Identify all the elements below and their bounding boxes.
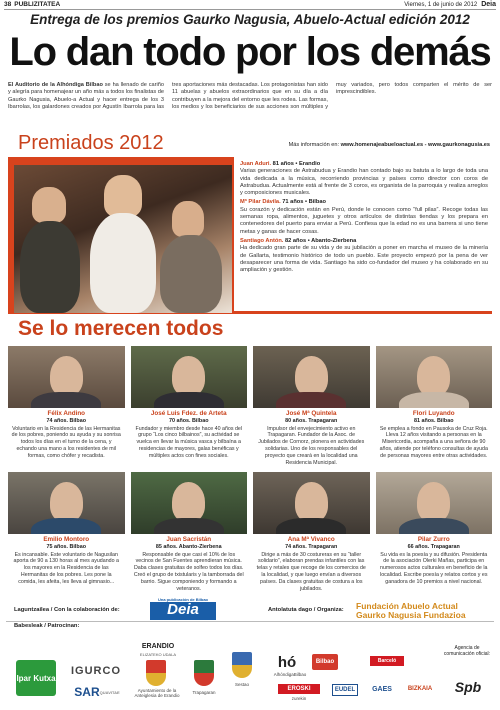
winner-meta: 81 años • Erandio bbox=[272, 161, 321, 167]
finalist-text: Dirige a más de 30 costureras en su “taller solidario”, elaboran prendas infantiles con las telas y retales que recoge de los comercios de la localidad, y que luego envían a diversos países. Da clases gratuitas de costura a los jubilados. bbox=[256, 551, 366, 592]
page-header bbox=[4, 0, 496, 10]
finalist-meta: 74 años. Bilbao bbox=[46, 417, 87, 424]
eudel-logo: EUDEL bbox=[332, 684, 358, 696]
finalist-card bbox=[8, 472, 125, 596]
finalist-text: Se emplea a fondo en Pausoka de Cruz Roja. Lleva 12 años visitando a personas en la Misericordia, acompaña a una señora de 90 años, atiende por teléfono consultas de ayuda de personas mayores entre otras actividades. bbox=[379, 425, 488, 459]
winners-photo bbox=[14, 165, 232, 313]
footer-divider bbox=[6, 621, 494, 622]
sestao-caption: Sestao bbox=[234, 682, 249, 687]
finalist-card bbox=[253, 346, 370, 470]
alhondiga-caption: AlhóndigaBilbao bbox=[273, 672, 307, 677]
winner-meta: 71 años • Bilbao bbox=[282, 199, 326, 206]
erandio-subtitle: ELIZATEKO UDALA bbox=[139, 651, 177, 657]
finalist-meta: 74 años. Trapagaran bbox=[285, 543, 338, 550]
bilbao-logo: Bilbao bbox=[312, 654, 338, 670]
sar-logo bbox=[68, 684, 126, 700]
finalist-meta: 81 años. Bilbao bbox=[413, 417, 454, 424]
deia-logo bbox=[150, 597, 216, 620]
winner-text: Ha dedicado gran parte de su vida y de su jubilación a poner en marcha el museo de la minería de Gallarta, testimonio histórico de todo un pueblo. Este proyecto empezó por la pena de ver desaparecer una forma de vida. Santiago ha sido co-fundador del museo y ha colaborado en su ampliación y gestión. bbox=[240, 245, 488, 274]
fundacion-line-1: Fundación Abuelo Actual bbox=[356, 601, 458, 611]
finalist-meta: 80 años. Trapagaran bbox=[285, 417, 338, 424]
sar-logo-sub: QUAVITAE bbox=[99, 689, 120, 695]
winner-name: Mª Pilar Dávila. bbox=[240, 199, 281, 206]
finalist-meta: 66 años. Trapagaran bbox=[407, 543, 460, 550]
finalists-row-1 bbox=[8, 346, 492, 470]
finalist-card bbox=[376, 346, 493, 470]
winner-text: Su corazón y dedicación están en Perú, donde le conocen como “full pilas”. Recoge todas las semanas ropa, alimentos, juguetes y otros artículos de distintas tiendas y los prepara en contenedores del puerto para enviar a Perú. Confiesa que la edad no es una barrera si uno tiene metas y ganas de hacer cosas. bbox=[240, 206, 488, 235]
finalist-name: Flori Luyando bbox=[412, 410, 455, 417]
more-info-links: www.homenajeabueloactual.es - www.gaurkonagusia.es bbox=[340, 142, 490, 148]
finalist-name: Ana Mª Vivanco bbox=[287, 536, 335, 543]
finalist-name: Emilio Montoro bbox=[43, 536, 90, 543]
winner-bio bbox=[240, 161, 488, 197]
winner-1-head bbox=[32, 187, 66, 223]
page-number: 38 bbox=[4, 1, 12, 8]
eroski-caption: zurekin bbox=[291, 696, 307, 701]
finalist-card bbox=[131, 346, 248, 470]
erandio-logo: ERANDIO bbox=[141, 642, 175, 650]
issue-date: Viernes, 1 de junio de 2012 bbox=[404, 1, 478, 8]
finalist-meta: 85 años. Abanto-Zierbena bbox=[155, 543, 222, 550]
finalist-photo bbox=[131, 472, 248, 534]
finalist-text: Voluntario en la Residencia de las Hermanitas de los pobres, poniendo su ayuda y su sonrisa todos los días en el turno de la cena, y echando una mano a los residentes de mil formas, como chófer y recadista. bbox=[11, 425, 121, 459]
finalist-card bbox=[376, 472, 493, 596]
kicker: Entrega de los premios Gaurko Nagusia, Abuelo-Actual edición 2012 bbox=[30, 12, 470, 27]
winner-text: Varias generaciones de Astrabudua y Erandio han contado bajo su batuta a lo largo de toda una vida dedicada a la música, recorriendo provincias y países como director con coros de Astrabudua. Actualmente está al frente de 3 coros, es organista de la parroquia y realiza arreglos y composiciones musicales. bbox=[240, 168, 488, 197]
winner-2-head bbox=[104, 175, 142, 217]
intro-body: se ha llenado de cariño y alegría para homenajear un año más a todos los finalistas de Gaurko Nagusia, Abuelo-a Actual y hacer entrega de los 3 Ibarrolas, los galardones creados por Agustín Ibarrola para las tres aportaciones más destacadas. Los protagonistas han sido 11 abuelas y abuelos extraordinarios que en su día a día contribuyen a la mejora del entorno que les rodea. Las formas, los medios y los beneficiarios de sus acciones son múltiples y muy variados, pero todos comparten el mérito de ser imprescindibles. bbox=[8, 82, 492, 111]
finalist-name: Pilar Zurro bbox=[417, 536, 450, 543]
paper-name: Deia bbox=[481, 1, 496, 8]
fundacion-line-2: Gaurko Nagusia Fundazioa bbox=[356, 610, 466, 620]
page-number-section bbox=[4, 1, 60, 8]
deia-logo-text: Deia bbox=[167, 601, 199, 618]
finalist-text: Su vida es la poesía y su difusión. Presidenta de la asociación Olerki Mañas, participa en numerosos actos culturales en beneficio de la localidad. Escribe poesía y relatos cortos y es ganadora de 10 premios a nivel nacional. bbox=[380, 551, 488, 585]
winner-2-body bbox=[90, 213, 156, 313]
igurco-logo: IGURCO bbox=[71, 665, 121, 677]
intro-lead: El Auditorio de la Alhóndiga Bilbao bbox=[8, 82, 103, 88]
barcelo-logo: Barceló bbox=[370, 656, 404, 666]
merecen-title: Se lo merecen todos bbox=[18, 317, 224, 340]
finalist-photo bbox=[8, 472, 125, 534]
sar-logo-text: SAR bbox=[74, 685, 100, 699]
collab-label: Laguntzailea / Con la colaboración de: bbox=[14, 607, 120, 613]
finalist-name: Félix Andino bbox=[47, 410, 86, 417]
winner-meta: 82 años • Abanto-Zierbena bbox=[284, 237, 357, 244]
finalist-card bbox=[8, 346, 125, 470]
fundacion-logo bbox=[356, 602, 466, 620]
erandio-shield-icon bbox=[146, 660, 166, 686]
sestao-shield-icon bbox=[232, 652, 252, 678]
deia-logo-small: Una publicación de Bilbao bbox=[157, 597, 208, 602]
finalist-photo bbox=[376, 472, 493, 534]
finalist-name: Juan Sacristán bbox=[166, 536, 212, 543]
spb-logo: Spb bbox=[454, 679, 482, 695]
bizkaia-logo: BIZKAIA bbox=[407, 686, 433, 692]
finalists-row-2 bbox=[8, 472, 492, 596]
ayto-caption: Ayuntamiento de la Anteiglesia de Erandio bbox=[134, 688, 180, 698]
finalist-name: José Luis Fdez. de Arteta bbox=[150, 410, 227, 417]
premiados-title: Premiados 2012 bbox=[18, 132, 164, 154]
finalist-photo bbox=[131, 346, 248, 408]
alhondiga-logo: hó bbox=[277, 653, 297, 671]
finalist-photo bbox=[8, 346, 125, 408]
date-paper bbox=[404, 1, 496, 8]
ipar-kutxa-logo: Ipar Kutxa bbox=[16, 660, 56, 696]
organiza-label: Antolatuta dago / Organiza: bbox=[268, 607, 344, 613]
winner-bio bbox=[240, 199, 488, 235]
finalist-text: Fundador y miembro desde hace 40 años del grupo “Los cinco bilbainos”, su actividad se vuelca en llevar la música vasca y bilbaína a residencias de mayores, galas benéficas y múltiples actos con fines sociales. bbox=[135, 425, 243, 459]
agencia-label: Agencia de comunicación oficial: bbox=[443, 645, 491, 657]
winner-name: Santiago Antón. bbox=[240, 237, 284, 244]
winner-bio bbox=[240, 238, 488, 274]
trapagaran-shield-icon bbox=[194, 660, 214, 686]
finalist-name: José Mª Quintela bbox=[285, 410, 337, 417]
trapagaran-caption: Trapagaran bbox=[192, 690, 216, 695]
winner-1-body bbox=[20, 221, 80, 313]
gaes-logo: GAES bbox=[372, 685, 392, 693]
winners-bios bbox=[234, 157, 494, 311]
finalist-photo bbox=[253, 472, 370, 534]
finalist-text: Impulsor del envejecimiento activo en Trapagaran. Fundador de la Asoc. de Jubilados de Cornorz, pionera en actividades solidarias. Uno de los responsables del proyecto que creará en la localidad una Residencia Municipal. bbox=[258, 425, 365, 466]
section-name: PUBLIZITATEA bbox=[14, 1, 61, 8]
headline: Lo dan todo por los demás bbox=[9, 30, 491, 74]
finalist-card bbox=[253, 472, 370, 596]
premiados-band bbox=[8, 157, 492, 314]
winner-3-head bbox=[172, 201, 204, 237]
more-info bbox=[289, 142, 490, 148]
finalist-photo bbox=[376, 346, 493, 408]
finalist-photo bbox=[253, 346, 370, 408]
winner-3-body bbox=[160, 235, 222, 313]
finalist-meta: 75 años. Bilbao bbox=[46, 543, 87, 550]
finalist-card bbox=[131, 472, 248, 596]
finalist-text: Es incansable. Este voluntario de Nagusilan aporta de 90 a 130 horas al mes ayudando a los mayores en la Residencia de las Hermanitas de los pobres. Les pone la comida, les afeita, les lleva al gimnasio... bbox=[13, 551, 119, 585]
winner-name: Juan Aduri. bbox=[240, 161, 272, 167]
more-info-label: Más información en: bbox=[288, 142, 340, 148]
sponsors-label: Babesleak / Patrocinan: bbox=[14, 623, 80, 629]
intro-text bbox=[8, 82, 492, 126]
eroski-logo: EROSKI bbox=[278, 684, 320, 694]
finalist-text: Responsable de que casi el 10% de los vecinos de San Fuentes aprendieran música. Daba clases gratuitas de solfeo todos los días. Creó el grupo de txistularis y la tamborrada del barrio. Sigue componiendo y formando a veteranos. bbox=[133, 551, 244, 592]
finalist-meta: 70 años. Bilbao bbox=[168, 417, 209, 424]
